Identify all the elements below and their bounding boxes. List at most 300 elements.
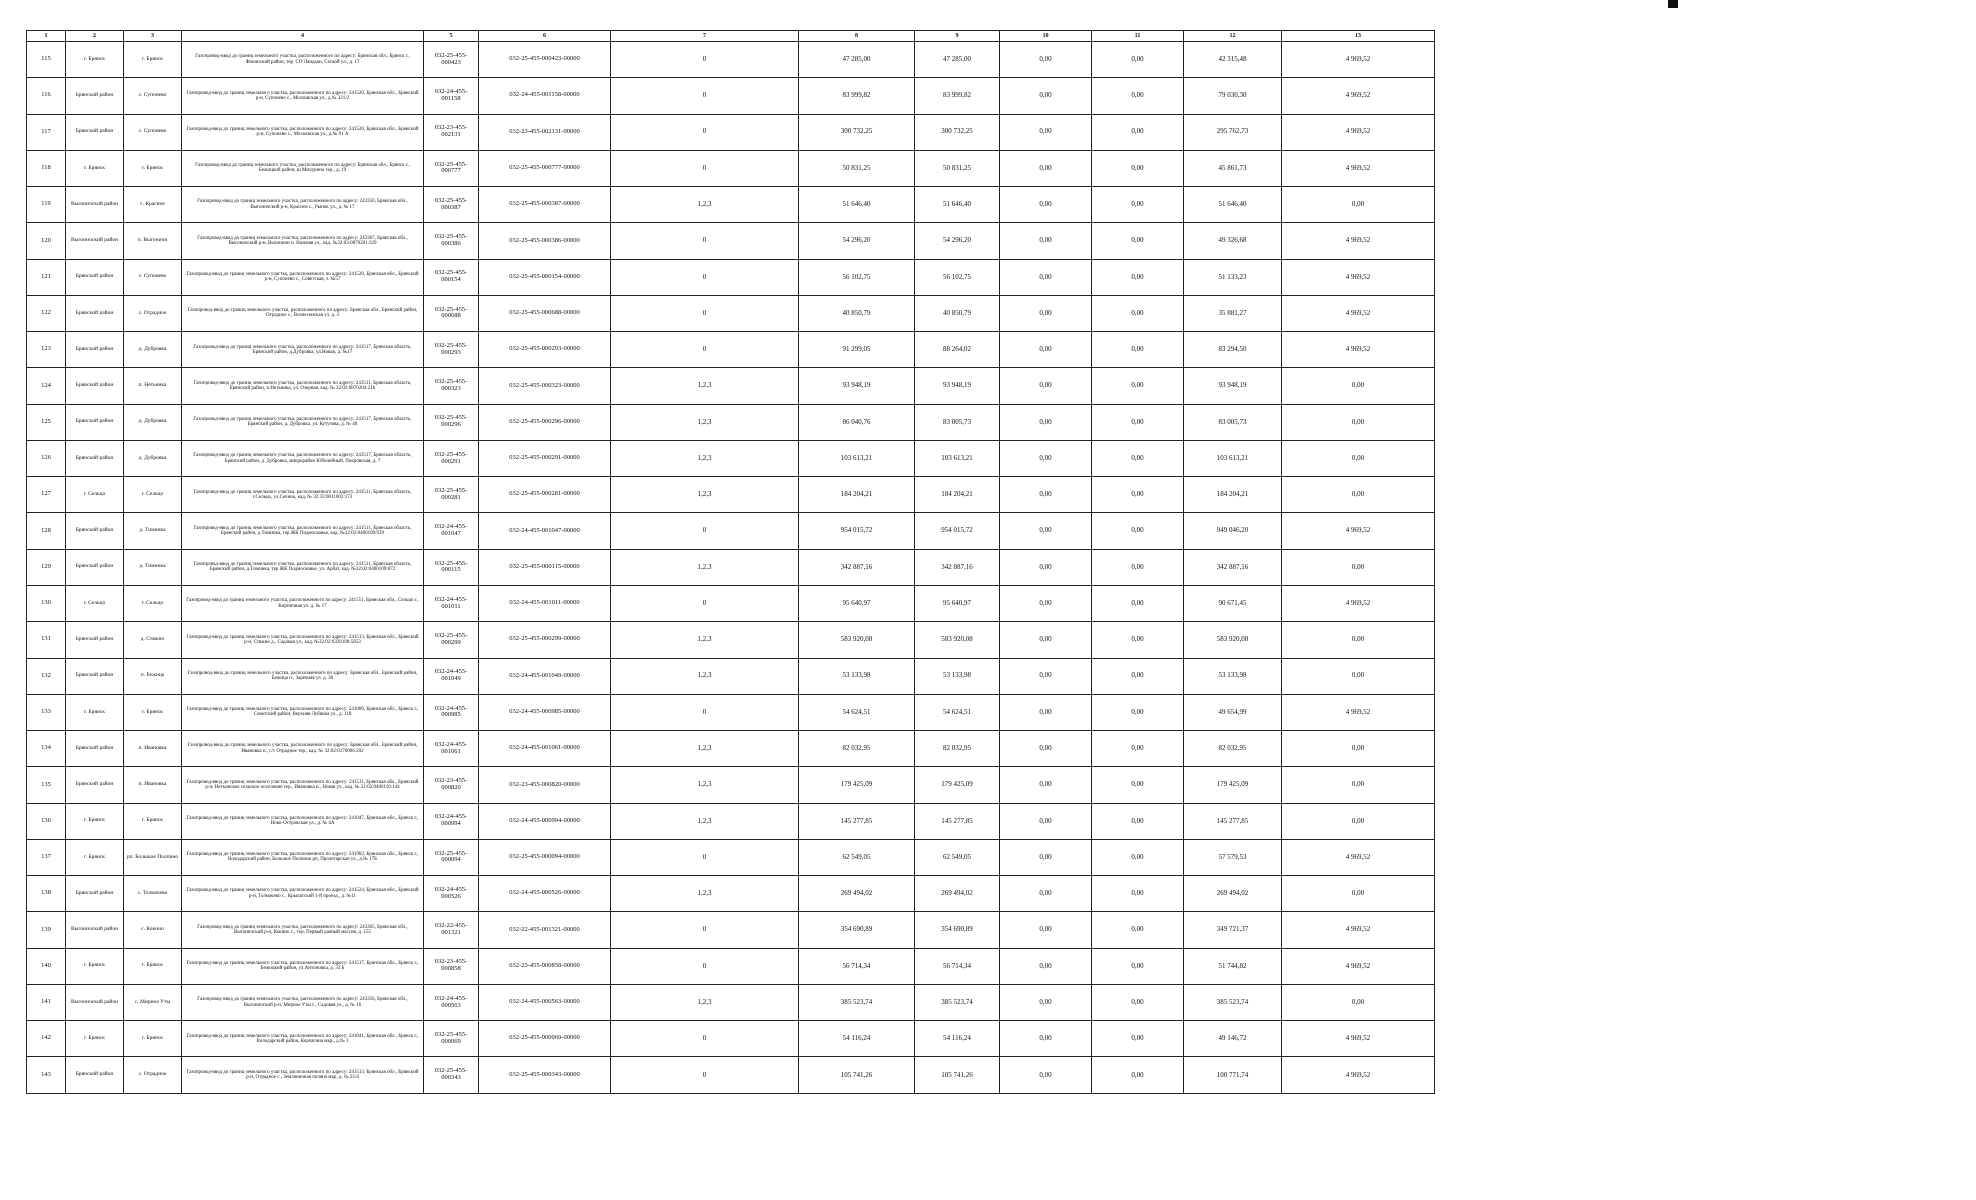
- cell-amount-6: 4 969,52: [1282, 150, 1435, 186]
- cell-amount-6: 4 969,52: [1282, 42, 1435, 78]
- cell-full-code: 032-24-455-001158-00000: [479, 78, 611, 114]
- cell-district: г. Брянск: [66, 839, 124, 875]
- cell-note: 0: [611, 948, 799, 984]
- cell-amount-4: 0,00: [1092, 477, 1184, 513]
- cell-full-code: 032-25-455-000281-00000: [479, 477, 611, 513]
- column-header-12: 12: [1184, 31, 1282, 42]
- cell-amount-6: 4 969,52: [1282, 223, 1435, 259]
- cell-settlement: п. Ивановка: [124, 767, 182, 803]
- cell-amount-6: 4 969,52: [1282, 78, 1435, 114]
- cell-amount-3: 0,00: [1000, 259, 1092, 295]
- cell-amount-3: 0,00: [1000, 477, 1092, 513]
- cell-object-code: 032-25-455-000323: [424, 368, 479, 404]
- cell-amount-5: 295 762,73: [1184, 114, 1282, 150]
- cell-amount-5: 82 032,95: [1184, 731, 1282, 767]
- cell-district: г. Сельцо: [66, 477, 124, 513]
- cell-full-code: 032-24-455-001011-00000: [479, 585, 611, 621]
- cell-amount-total: 184 204,21: [799, 477, 915, 513]
- cell-amount-3: 0,00: [1000, 440, 1092, 476]
- cell-settlement: г. Брянск: [124, 42, 182, 78]
- table-row: [27, 150, 1435, 186]
- cell-object-code: 032-24-455-000563: [424, 984, 479, 1020]
- cell-amount-3: 0,00: [1000, 984, 1092, 1020]
- cell-full-code: 032-24-455-001061-00000: [479, 731, 611, 767]
- cell-full-code: 032-23-455-000820-00000: [479, 767, 611, 803]
- cell-amount-6: 4 969,52: [1282, 912, 1435, 948]
- table-row: [27, 368, 1435, 404]
- cell-full-code: 032-25-455-000296-00000: [479, 404, 611, 440]
- cell-amount-2: 145 277,85: [915, 803, 1000, 839]
- cell-object-description: Газопровод-ввод до границ земельного участка, расположенного по адресу: 241511, Брянская обл., Брянский р-н, Нетьинское сельское поселение тер., Ивановка п., Новая ул., кад. № 32:02:0400110:144: [182, 767, 424, 803]
- cell-object-description: Газопровод-ввод до границ земельного участка, расположенного по адресу: Брянская обл., Брянский район, Бежица п., Заречная ул. д. 36: [182, 658, 424, 694]
- cell-full-code: 032-25-455-000069-00000: [479, 1021, 611, 1057]
- cell-note: 1,2,3: [611, 622, 799, 658]
- cell-row-number: 131: [27, 622, 66, 658]
- cell-amount-6: 0,00: [1282, 731, 1435, 767]
- cell-object-code: 032-25-455-000281: [424, 477, 479, 513]
- cell-full-code: 032-25-455-000688-00000: [479, 295, 611, 331]
- cell-amount-3: 0,00: [1000, 368, 1092, 404]
- cell-amount-2: 40 850,79: [915, 295, 1000, 331]
- table-row: [27, 259, 1435, 295]
- cell-district: г. Брянск: [66, 803, 124, 839]
- cell-full-code: 032-25-455-000386-00000: [479, 223, 611, 259]
- cell-full-code: 032-24-455-001047-00000: [479, 513, 611, 549]
- cell-district: г. Брянск: [66, 1021, 124, 1057]
- cell-object-description: Газопровод-ввод до границ земельного участка, расположенного по адресу: 241511, Брянская область, Брянский район, п.Нетьинка, ул. Озерная, кад. № 32:02:0870204:216: [182, 368, 424, 404]
- cell-amount-total: 83 999,82: [799, 78, 915, 114]
- cell-amount-5: 342 887,16: [1184, 549, 1282, 585]
- page-corner-mark: [1668, 0, 1678, 8]
- cell-amount-total: 385 523,74: [799, 984, 915, 1020]
- cell-note: 0: [611, 513, 799, 549]
- cell-amount-3: 0,00: [1000, 948, 1092, 984]
- cell-amount-3: 0,00: [1000, 513, 1092, 549]
- cell-district: г. Брянск: [66, 694, 124, 730]
- cell-settlement: с. Толмачево: [124, 876, 182, 912]
- cell-settlement: д. Тиминка: [124, 513, 182, 549]
- cell-object-code: 032-24-455-000994: [424, 803, 479, 839]
- cell-amount-3: 0,00: [1000, 1057, 1092, 1094]
- cell-amount-3: 0,00: [1000, 78, 1092, 114]
- cell-amount-5: 79 030,30: [1184, 78, 1282, 114]
- cell-amount-6: 0,00: [1282, 368, 1435, 404]
- table-row: [27, 223, 1435, 259]
- cell-amount-5: 583 920,08: [1184, 622, 1282, 658]
- cell-full-code: 032-25-455-000094-00000: [479, 839, 611, 875]
- cell-amount-2: 83 005,73: [915, 404, 1000, 440]
- cell-amount-5: 179 425,09: [1184, 767, 1282, 803]
- cell-amount-5: 349 721,37: [1184, 912, 1282, 948]
- cell-object-description: Газопровод-ввод до границ земельного участка, расположенного по адресу: Брянская обл., Брянск г., Бежицкий район, ш Мичурина тер., д. 19: [182, 150, 424, 186]
- cell-object-code: 032-22-455-001321: [424, 912, 479, 948]
- cell-district: Брянский район: [66, 440, 124, 476]
- cell-amount-3: 0,00: [1000, 42, 1092, 78]
- cell-amount-5: 57 579,53: [1184, 839, 1282, 875]
- cell-amount-5: 100 771,74: [1184, 1057, 1282, 1094]
- cell-settlement: д. Тиминка: [124, 549, 182, 585]
- cell-object-description: Газопровод-ввод до границ земельного участка, расположенного по адресу: 241520, Брянская обл., Брянский р-н, Супонево с., Московская ул., д.№ 321/2: [182, 78, 424, 114]
- cell-amount-3: 0,00: [1000, 731, 1092, 767]
- cell-amount-total: 354 690,89: [799, 912, 915, 948]
- cell-note: 1,2,3: [611, 767, 799, 803]
- table-body: [27, 42, 1435, 1094]
- cell-settlement: п. Нетьинка: [124, 368, 182, 404]
- cell-amount-4: 0,00: [1092, 404, 1184, 440]
- cell-object-description: Газопровод-ввод до границ земельного участка, расположенного по адресу: 241517, Брянская область, Брянский район, д. Дубровка, микрорайон Юбилейный, Покровская, д. 7: [182, 440, 424, 476]
- cell-amount-3: 0,00: [1000, 839, 1092, 875]
- cell-district: Выгоничский район: [66, 984, 124, 1020]
- cell-row-number: 120: [27, 223, 66, 259]
- cell-amount-6: 4 969,52: [1282, 948, 1435, 984]
- cell-object-description: Газопровод-ввод до границ земельного участка, расположенного по адресу: 241520, Брянская обл., Брянский р-н, Супонево с., Московская ул., д.№ 91 А: [182, 114, 424, 150]
- cell-amount-6: 0,00: [1282, 187, 1435, 223]
- cell-amount-4: 0,00: [1092, 150, 1184, 186]
- cell-amount-3: 0,00: [1000, 223, 1092, 259]
- cell-district: Брянский район: [66, 404, 124, 440]
- column-header-2: 2: [66, 31, 124, 42]
- cell-object-code: 032-24-455-001061: [424, 731, 479, 767]
- cell-settlement: г. Брянск: [124, 150, 182, 186]
- cell-settlement: с. Кокино: [124, 912, 182, 948]
- cell-object-code: 032-25-455-000688: [424, 295, 479, 331]
- cell-row-number: 127: [27, 477, 66, 513]
- cell-note: 0: [611, 114, 799, 150]
- cell-amount-total: 179 425,09: [799, 767, 915, 803]
- table-row: [27, 622, 1435, 658]
- cell-amount-total: 145 277,85: [799, 803, 915, 839]
- cell-object-description: Газопровод-ввод до границ земельного участка, расположенного по адресу: 241511, Брянская область, Брянский район, д.Тиминка, тер ЖК Подмосковье, ул. Арбат, кад. №32:02:0400109:872: [182, 549, 424, 585]
- cell-note: 0: [611, 223, 799, 259]
- cell-object-code: 032-25-455-000386: [424, 223, 479, 259]
- cell-district: г. Брянск: [66, 948, 124, 984]
- cell-amount-2: 179 425,09: [915, 767, 1000, 803]
- cell-object-description: Газопровод-ввод до границ земельного участка, расположенного по адресу: 241517, Брянская область, Брянский район, д. Дубровка, ул. Кутузова, д. № 40: [182, 404, 424, 440]
- cell-amount-4: 0,00: [1092, 984, 1184, 1020]
- cell-settlement: г. Брянск: [124, 803, 182, 839]
- cell-object-code: 032-25-455-000154: [424, 259, 479, 295]
- cell-object-code: 032-25-455-000387: [424, 187, 479, 223]
- cell-object-description: Газопровод-ввод до границ земельного участка, расположенного по адресу: Брянская обл., Брянский район, Отрадное с., Вознесенская ул. д. 3: [182, 295, 424, 331]
- cell-note: 0: [611, 332, 799, 368]
- cell-amount-5: 42 315,48: [1184, 42, 1282, 78]
- cell-amount-4: 0,00: [1092, 948, 1184, 984]
- cell-amount-total: 105 741,26: [799, 1057, 915, 1094]
- cell-amount-total: 40 850,79: [799, 295, 915, 331]
- cell-district: Брянский район: [66, 368, 124, 404]
- cell-object-code: 032-25-455-000293: [424, 332, 479, 368]
- table-row: [27, 549, 1435, 585]
- cell-object-code: 032-24-455-000985: [424, 694, 479, 730]
- cell-amount-5: 49 326,68: [1184, 223, 1282, 259]
- cell-row-number: 125: [27, 404, 66, 440]
- cell-district: Брянский район: [66, 513, 124, 549]
- table-row: [27, 767, 1435, 803]
- cell-amount-3: 0,00: [1000, 295, 1092, 331]
- cell-object-description: Газопровод-ввод до границ земельного участка, расположенного по адресу: 241513, Брянская обл., Брянский р-н, Отрадное с., Земляничная поляна мкр, д. № 25/4: [182, 1057, 424, 1094]
- cell-amount-2: 105 741,26: [915, 1057, 1000, 1094]
- cell-amount-total: 51 646,40: [799, 187, 915, 223]
- table-row: [27, 295, 1435, 331]
- cell-amount-total: 954 015,72: [799, 513, 915, 549]
- cell-amount-4: 0,00: [1092, 223, 1184, 259]
- table-row: [27, 912, 1435, 948]
- cell-row-number: 119: [27, 187, 66, 223]
- cell-note: 1,2,3: [611, 658, 799, 694]
- cell-object-description: Газопровод-ввод до границ земельного участка, расположенного по адресу: 241902, Брянская обл., Брянск г., Володарский район, Большое Полпино рп, Пролетарская ул., д.№ 17Б: [182, 839, 424, 875]
- cell-settlement: п. Ивановка: [124, 731, 182, 767]
- table-row: [27, 42, 1435, 78]
- table-row: [27, 731, 1435, 767]
- cell-object-description: Газопровод-ввод до границ земельного участка, расположенного по адресу: 241551, Брянская обл., Сельцо г., Кирпичная ул. д. № 17: [182, 585, 424, 621]
- table-row: [27, 658, 1435, 694]
- cell-amount-total: 56 714,34: [799, 948, 915, 984]
- cell-amount-4: 0,00: [1092, 78, 1184, 114]
- cell-district: Брянский район: [66, 876, 124, 912]
- cell-note: 1,2,3: [611, 876, 799, 912]
- cell-settlement: с. Супонево: [124, 259, 182, 295]
- cell-settlement: г. Сельцо: [124, 477, 182, 513]
- column-header-13: 13: [1282, 31, 1435, 42]
- cell-object-code: 032-23-455-002131: [424, 114, 479, 150]
- cell-amount-3: 0,00: [1000, 694, 1092, 730]
- cell-amount-3: 0,00: [1000, 767, 1092, 803]
- cell-amount-5: 145 277,85: [1184, 803, 1282, 839]
- cell-amount-6: 4 969,52: [1282, 114, 1435, 150]
- cell-amount-4: 0,00: [1092, 585, 1184, 621]
- cell-settlement: д. Дубровка: [124, 404, 182, 440]
- cell-district: Выгоничский район: [66, 223, 124, 259]
- column-header-8: 8: [799, 31, 915, 42]
- cell-amount-total: 54 116,24: [799, 1021, 915, 1057]
- cell-amount-4: 0,00: [1092, 440, 1184, 476]
- cell-amount-2: 583 920,08: [915, 622, 1000, 658]
- cell-object-description: Газопровод-ввод до границ земельного участка, расположенного по адресу: 243365, Брянская обл., Выгоничский р-н, Кокино с., тер. Первый дачный массив, д. 155: [182, 912, 424, 948]
- cell-row-number: 142: [27, 1021, 66, 1057]
- cell-settlement: с. Отрадное: [124, 295, 182, 331]
- column-header-6: 6: [479, 31, 611, 42]
- cell-amount-3: 0,00: [1000, 585, 1092, 621]
- cell-object-description: Газопровод-ввод до границ земельного участка, расположенного по адресу: 241006, Брянская обл., Брянск г., Советский район, Верхняя Лубянка ул., д. 118: [182, 694, 424, 730]
- column-header-10: 10: [1000, 31, 1092, 42]
- cell-amount-5: 35 881,27: [1184, 295, 1282, 331]
- table-row: [27, 1021, 1435, 1057]
- cell-settlement: с. Супонево: [124, 114, 182, 150]
- cell-note: 0: [611, 78, 799, 114]
- column-header-4: 4: [182, 31, 424, 42]
- cell-row-number: 136: [27, 803, 66, 839]
- cell-district: г. Брянск: [66, 150, 124, 186]
- table-row: [27, 984, 1435, 1020]
- cell-amount-total: 56 102,75: [799, 259, 915, 295]
- cell-amount-6: 4 969,52: [1282, 332, 1435, 368]
- table-row: [27, 78, 1435, 114]
- cell-district: Брянский район: [66, 114, 124, 150]
- cell-full-code: 032-25-455-000291-00000: [479, 440, 611, 476]
- cell-amount-4: 0,00: [1092, 1021, 1184, 1057]
- cell-amount-2: 54 296,20: [915, 223, 1000, 259]
- cell-amount-2: 300 732,25: [915, 114, 1000, 150]
- cell-note: 0: [611, 694, 799, 730]
- cell-amount-4: 0,00: [1092, 513, 1184, 549]
- cell-amount-2: 56 714,34: [915, 948, 1000, 984]
- cell-amount-6: 4 969,52: [1282, 1057, 1435, 1094]
- cell-amount-total: 300 732,25: [799, 114, 915, 150]
- cell-object-description: Газопровод-ввод до границ земельного участка, расположенного по адресу: 243356, Брянская обл., Выгоничский р-н, Мирное Уты с., Садовая ул., д. № 16: [182, 984, 424, 1020]
- cell-amount-5: 83 005,73: [1184, 404, 1282, 440]
- cell-settlement: с. Супонево: [124, 78, 182, 114]
- column-header-1: 1: [27, 31, 66, 42]
- cell-amount-4: 0,00: [1092, 731, 1184, 767]
- cell-object-code: 032-24-455-000526: [424, 876, 479, 912]
- cell-full-code: 032-25-455-000423-00000: [479, 42, 611, 78]
- cell-amount-total: 47 285,00: [799, 42, 915, 78]
- cell-note: 1,2,3: [611, 803, 799, 839]
- cell-amount-4: 0,00: [1092, 114, 1184, 150]
- cell-amount-6: 4 969,52: [1282, 513, 1435, 549]
- cell-amount-6: 0,00: [1282, 404, 1435, 440]
- cell-district: Брянский район: [66, 658, 124, 694]
- cell-full-code: 032-23-455-002131-00000: [479, 114, 611, 150]
- cell-amount-5: 385 523,74: [1184, 984, 1282, 1020]
- cell-amount-total: 103 613,21: [799, 440, 915, 476]
- cell-district: Брянский район: [66, 78, 124, 114]
- cell-amount-3: 0,00: [1000, 150, 1092, 186]
- cell-object-description: Газопровод-ввод до границ земельного участка, расположенного по адресу: 241513, Брянская обл., Брянский р-н, Стяжно д., Садовая ул., кад. №32:02:0320108:5853: [182, 622, 424, 658]
- table-row: [27, 187, 1435, 223]
- cell-settlement: с. Отрадное: [124, 1057, 182, 1094]
- cell-amount-3: 0,00: [1000, 1021, 1092, 1057]
- cell-amount-4: 0,00: [1092, 767, 1184, 803]
- cell-settlement: д. Дубровка: [124, 332, 182, 368]
- cell-amount-3: 0,00: [1000, 658, 1092, 694]
- cell-note: 0: [611, 150, 799, 186]
- cell-amount-3: 0,00: [1000, 803, 1092, 839]
- cell-full-code: 032-22-455-001321-00000: [479, 912, 611, 948]
- cell-amount-2: 184 204,21: [915, 477, 1000, 513]
- cell-amount-total: 86 040,76: [799, 404, 915, 440]
- data-table: [26, 30, 1435, 1094]
- cell-full-code: 032-24-455-000985-00000: [479, 694, 611, 730]
- cell-object-code: 032-25-455-000343: [424, 1057, 479, 1094]
- cell-object-code: 032-25-455-000299: [424, 622, 479, 658]
- cell-amount-5: 51 744,82: [1184, 948, 1282, 984]
- cell-note: 1,2,3: [611, 440, 799, 476]
- cell-amount-2: 269 494,02: [915, 876, 1000, 912]
- cell-note: 1,2,3: [611, 368, 799, 404]
- cell-amount-6: 0,00: [1282, 803, 1435, 839]
- cell-district: г. Сельцо: [66, 585, 124, 621]
- column-header-9: 9: [915, 31, 1000, 42]
- cell-note: 0: [611, 585, 799, 621]
- cell-full-code: 032-23-455-000858-00000: [479, 948, 611, 984]
- cell-district: Брянский район: [66, 295, 124, 331]
- cell-amount-total: 583 920,08: [799, 622, 915, 658]
- cell-district: Брянский район: [66, 767, 124, 803]
- cell-district: Выгоничский район: [66, 912, 124, 948]
- cell-amount-6: 4 969,52: [1282, 295, 1435, 331]
- cell-object-description: Газопровод-ввод до границ земельного участка, расположенного по адресу: 241524, Брянская обл., Брянский р-н, Толмачево с., Крылатский 1-й проезд., д. №11: [182, 876, 424, 912]
- cell-amount-5: 90 671,45: [1184, 585, 1282, 621]
- cell-amount-6: 4 969,52: [1282, 1021, 1435, 1057]
- cell-amount-6: 0,00: [1282, 767, 1435, 803]
- cell-row-number: 128: [27, 513, 66, 549]
- cell-amount-4: 0,00: [1092, 295, 1184, 331]
- cell-settlement: п. Выгоничи: [124, 223, 182, 259]
- cell-amount-5: 45 861,73: [1184, 150, 1282, 186]
- cell-amount-5: 53 133,98: [1184, 658, 1282, 694]
- cell-district: Брянский район: [66, 731, 124, 767]
- cell-amount-total: 91 299,05: [799, 332, 915, 368]
- cell-district: Брянский район: [66, 1057, 124, 1094]
- cell-amount-2: 82 032,95: [915, 731, 1000, 767]
- cell-amount-5: 51 646,40: [1184, 187, 1282, 223]
- cell-note: 0: [611, 912, 799, 948]
- cell-amount-3: 0,00: [1000, 549, 1092, 585]
- cell-row-number: 116: [27, 78, 66, 114]
- cell-settlement: рп. Большое Полпино: [124, 839, 182, 875]
- cell-amount-4: 0,00: [1092, 259, 1184, 295]
- cell-amount-4: 0,00: [1092, 839, 1184, 875]
- cell-row-number: 124: [27, 368, 66, 404]
- cell-district: Брянский район: [66, 332, 124, 368]
- cell-row-number: 134: [27, 731, 66, 767]
- cell-note: 1,2,3: [611, 404, 799, 440]
- cell-note: 1,2,3: [611, 731, 799, 767]
- table-row: [27, 803, 1435, 839]
- cell-amount-total: 82 032,95: [799, 731, 915, 767]
- cell-settlement: г. Брянск: [124, 948, 182, 984]
- cell-amount-4: 0,00: [1092, 1057, 1184, 1094]
- cell-amount-2: 47 285,00: [915, 42, 1000, 78]
- cell-amount-6: 4 969,52: [1282, 839, 1435, 875]
- cell-object-description: Газопровод-ввод до границ земельного участка, расположенного по адресу: 241047, Брянская обл., Брянск г., Ново-Островская ул., д. № 4А: [182, 803, 424, 839]
- cell-amount-6: 0,00: [1282, 984, 1435, 1020]
- cell-note: 0: [611, 259, 799, 295]
- cell-amount-total: 342 887,16: [799, 549, 915, 585]
- cell-amount-6: 0,00: [1282, 658, 1435, 694]
- cell-district: Брянский район: [66, 549, 124, 585]
- cell-amount-2: 56 102,75: [915, 259, 1000, 295]
- cell-amount-2: 95 640,97: [915, 585, 1000, 621]
- cell-amount-4: 0,00: [1092, 803, 1184, 839]
- cell-district: Брянский район: [66, 622, 124, 658]
- cell-amount-2: 54 624,51: [915, 694, 1000, 730]
- cell-amount-3: 0,00: [1000, 332, 1092, 368]
- cell-amount-total: 54 624,51: [799, 694, 915, 730]
- cell-row-number: 123: [27, 332, 66, 368]
- cell-full-code: 032-25-455-000299-00000: [479, 622, 611, 658]
- cell-row-number: 126: [27, 440, 66, 476]
- cell-object-description: Газопровод-ввод до границ земельного участка, расположенного по адресу: 241041, Брянская обл., Брянск г., Володарский район, Корчагина мкр., д.№ 3: [182, 1021, 424, 1057]
- column-header-11: 11: [1092, 31, 1184, 42]
- cell-amount-2: 62 549,05: [915, 839, 1000, 875]
- cell-amount-4: 0,00: [1092, 876, 1184, 912]
- cell-object-description: Газопровод-ввод до границ земельного участка, расположенного по адресу: 243367, Брянская обл., Выгоничский р-н, Выгоничи п. Нижняя ул., кад. №32:03:0870201:329: [182, 223, 424, 259]
- cell-object-description: Газопровод-ввод до границ земельного участка, расположенного по адресу: Брянская обл., Брянский район, Ивановка п., с/т Отрадное тер., кад. № 32:02:0170006:202: [182, 731, 424, 767]
- cell-amount-2: 385 523,74: [915, 984, 1000, 1020]
- cell-object-description: Газопровод-ввод до границ земельного участка, расположенного по адресу: 241517, Брянская обл., Брянск г., Бежицкий район, ул.Антоновка, д. 33 Б: [182, 948, 424, 984]
- table-row: [27, 839, 1435, 875]
- cell-row-number: 132: [27, 658, 66, 694]
- cell-row-number: 143: [27, 1057, 66, 1094]
- cell-full-code: 032-25-455-000154-00000: [479, 259, 611, 295]
- cell-amount-2: 54 116,24: [915, 1021, 1000, 1057]
- cell-amount-5: 51 133,23: [1184, 259, 1282, 295]
- cell-amount-2: 51 646,40: [915, 187, 1000, 223]
- cell-row-number: 137: [27, 839, 66, 875]
- cell-settlement: г. Брянск: [124, 694, 182, 730]
